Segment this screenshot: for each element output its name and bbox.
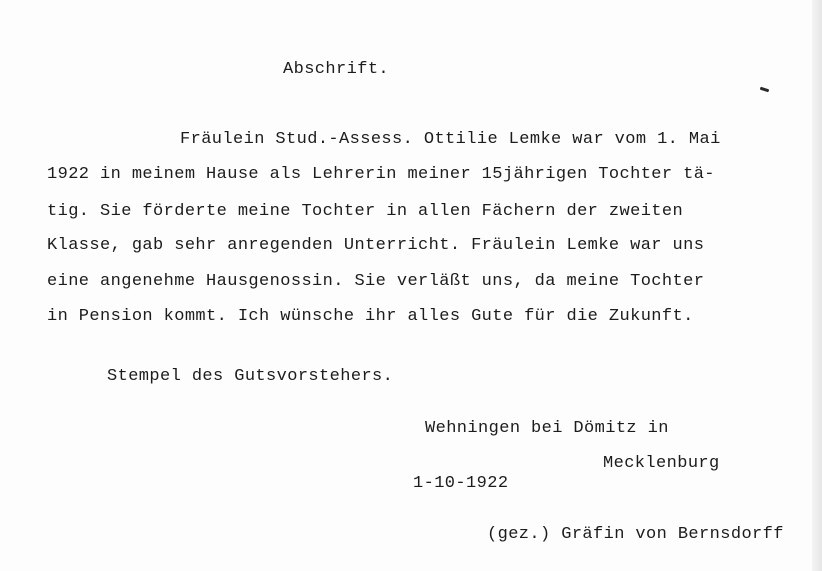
- stamp-note: Stempel des Gutsvorstehers.: [107, 367, 394, 386]
- signature: (gez.) Gräfin von Bernsdorff: [487, 525, 784, 544]
- body-line-6: in Pension kommt. Ich wünsche ihr alles Gute für die Zukunft.: [47, 307, 694, 326]
- body-line-2: 1922 in meinem Hause als Lehrerin meiner 15jährigen Tochter tä-: [47, 165, 715, 184]
- place-line-1: Wehningen bei Dömitz in: [425, 419, 669, 438]
- body-line-1: Fräulein Stud.-Assess. Ottilie Lemke war vom 1. Mai: [180, 130, 721, 149]
- body-line-3: tig. Sie förderte meine Tochter in allen Fächern der zweiten: [47, 202, 684, 221]
- body-line-4: Klasse, gab sehr anregenden Unterricht. Fräulein Lemke war uns: [47, 236, 705, 255]
- paper-edge: [812, 0, 822, 571]
- document-date: 1-10-1922: [413, 474, 509, 493]
- ink-mark: [760, 87, 769, 93]
- body-line-5: eine angenehme Hausgenossin. Sie verläßt uns, da meine Tochter: [47, 272, 705, 291]
- place-line-2: Mecklenburg: [603, 454, 720, 473]
- document-heading: Abschrift.: [283, 60, 390, 79]
